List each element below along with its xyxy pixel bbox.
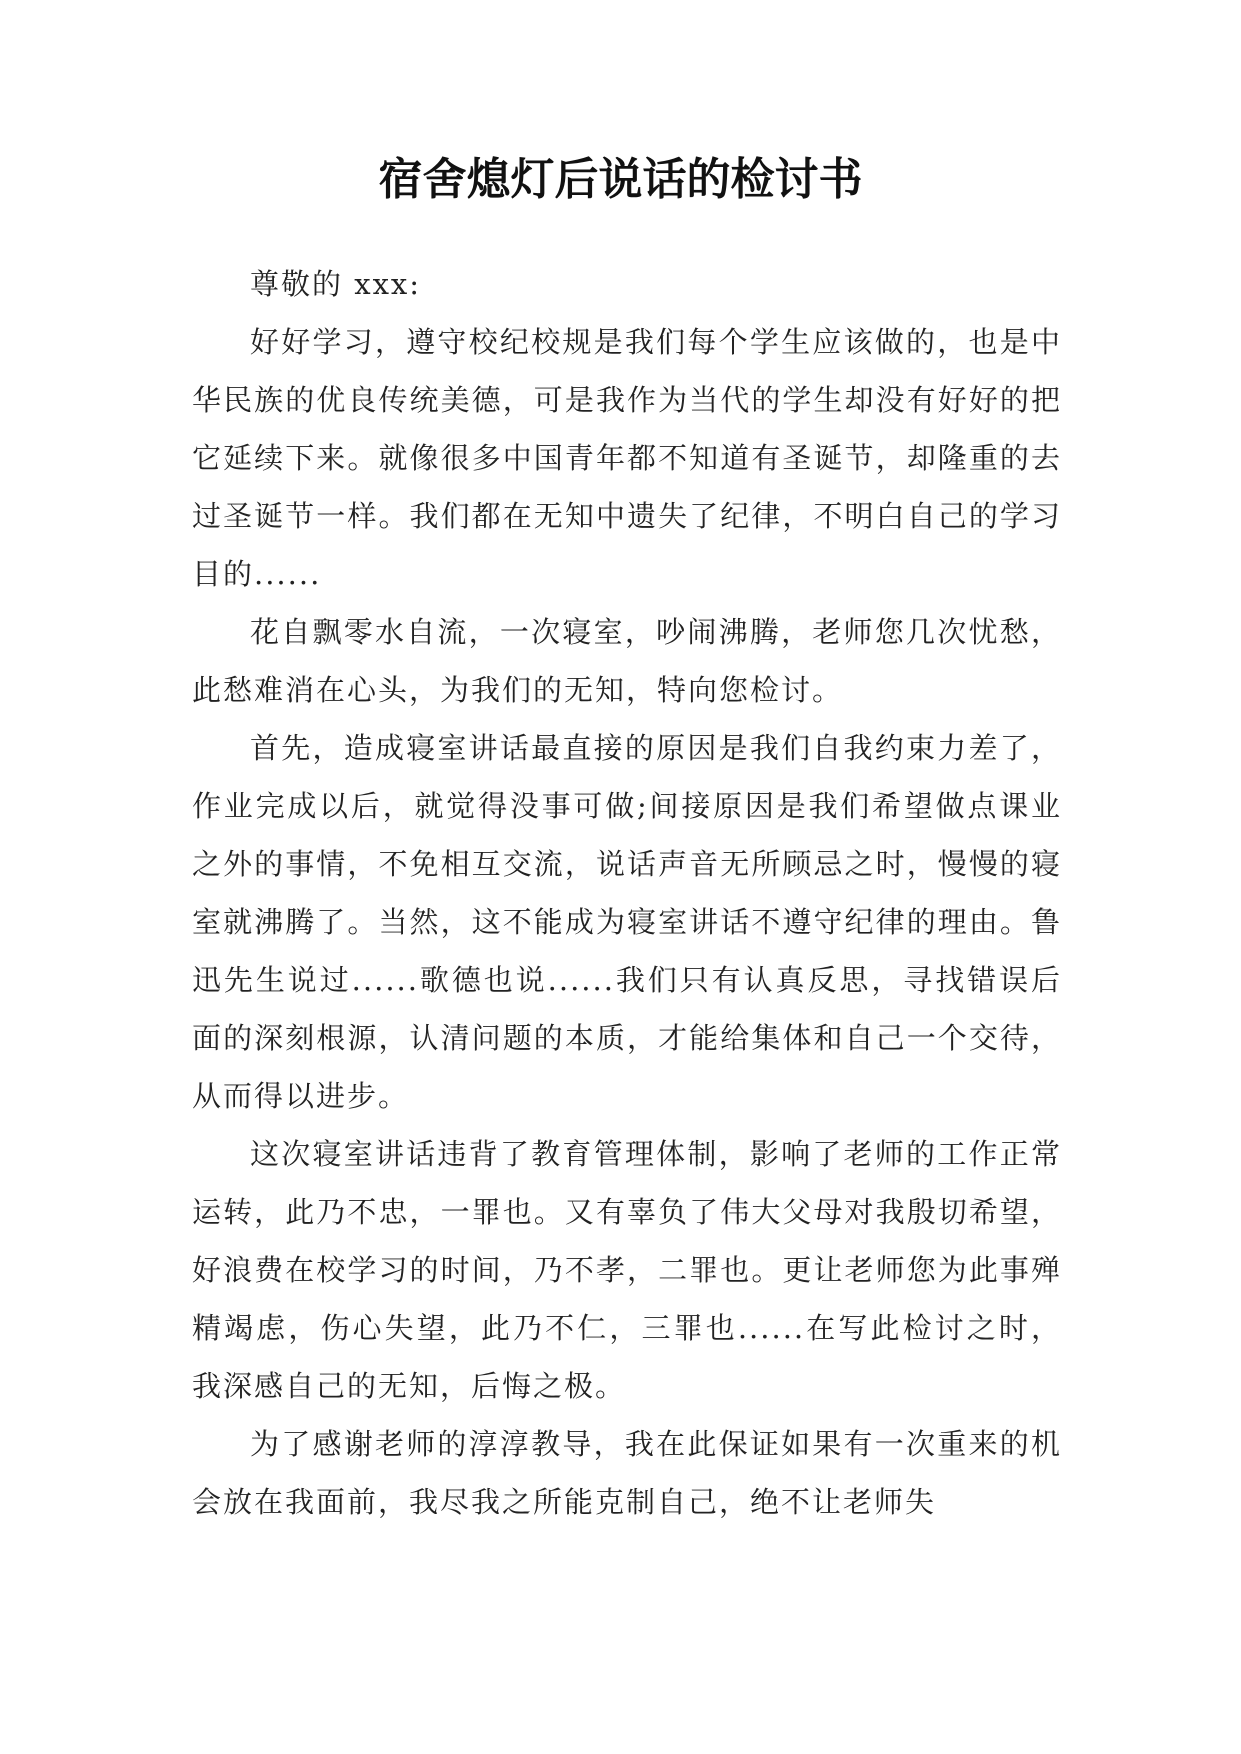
paragraph-3: 首先，造成寝室讲话最直接的原因是我们自我约束力差了，作业完成以后，就觉得没事可做;间接原因是我们希望做点课业之外的事情，不免相互交流，说话声音无所顾忌之时，慢慢的寝室就沸腾了。当然，这不能成为寝室讲话不遵守纪律的理由。鲁迅先生说过......歌德也说......我们只有认真反思，寻找错误后面的深刻根源，认清问题的本质，才能给集体和自己一个交待，从而得以进步。 (192, 731, 1062, 1113)
paragraph-2: 花自飘零水自流，一次寝室，吵闹沸腾，老师您几次忧愁，此愁难消在心头，为我们的无知，特向您检讨。 (192, 615, 1062, 707)
salutation: 尊敬的 xxx: (250, 267, 422, 301)
paragraph-5: 为了感谢老师的淳淳教导，我在此保证如果有一次重来的机会放在我面前，我尽我之所能克制自己，绝不让老师失 (192, 1427, 1062, 1519)
paragraph-4: 这次寝室讲话违背了教育管理体制，影响了老师的工作正常运转，此乃不忠，一罪也。又有辜负了伟大父母对我殷切希望，好浪费在校学习的时间，乃不孝，二罪也。更让老师您为此事殚精竭虑，伤心失望，此乃不仁，三罪也......在写此检讨之时，我深感自己的无知，后悔之极。 (192, 1137, 1062, 1403)
document-body (192, 255, 1062, 1531)
document-title: 宿舍熄灯后说话的检讨书 (378, 154, 863, 205)
paragraph-1: 好好学习，遵守校纪校规是我们每个学生应该做的，也是中华民族的优良传统美德，可是我作为当代的学生却没有好好的把它延续下来。就像很多中国青年都不知道有圣诞节，却隆重的去过圣诞节一样。我们都在无知中遗失了纪律，不明白自己的学习目的...... (192, 325, 1062, 591)
